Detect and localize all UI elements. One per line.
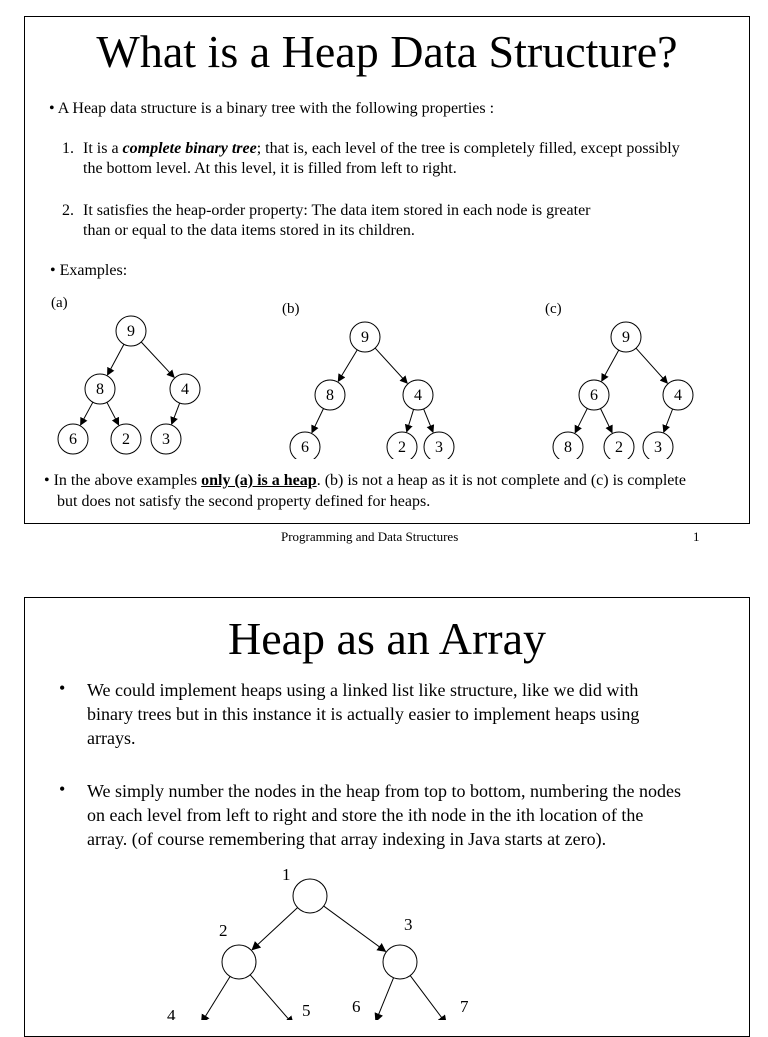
footer-page-number: 1 xyxy=(693,529,700,544)
property-2-line-1: It satisfies the heap-order property: The data item stored in each node is greater xyxy=(83,202,591,219)
conclusion-text-a: • In the above examples xyxy=(44,472,202,489)
tree-label: (a) xyxy=(51,295,68,311)
tree-edge xyxy=(107,402,119,424)
slide-1-title: What is a Heap Data Structure? xyxy=(96,26,678,77)
intro-text: • A Heap data structure is a binary tree with the following properties : xyxy=(49,100,495,117)
slide-2-title: Heap as an Array xyxy=(227,613,547,664)
example-tree-c xyxy=(545,301,693,459)
tree-edge xyxy=(81,402,93,425)
tree-edge xyxy=(375,348,407,383)
property-2-line-2: than or equal to the data items stored in its children. xyxy=(83,222,415,239)
conclusion-line-1 xyxy=(44,471,686,492)
tree-edge xyxy=(600,409,612,433)
tree-node-value: 2 xyxy=(615,439,623,456)
complete-binary-tree-term: complete binary tree xyxy=(122,140,257,157)
tree-node-value: 4 xyxy=(181,381,189,398)
array-index-label: 3 xyxy=(404,915,413,934)
tree-node-value: 9 xyxy=(127,323,135,340)
tree-node-value: 6 xyxy=(301,439,309,456)
array-index-label: 2 xyxy=(219,921,228,940)
tree-node-value: 4 xyxy=(674,387,682,404)
bullet-2-line-3: array. (of course remembering that array indexing in Java starts at zero). xyxy=(87,829,607,849)
examples-label: • Examples: xyxy=(50,262,128,279)
bullet-1-marker: • xyxy=(59,678,66,698)
tree-edge xyxy=(424,409,433,432)
tree-edge xyxy=(312,409,324,433)
slide-2 xyxy=(24,597,750,1037)
array-index-label: 4 xyxy=(167,1006,176,1020)
tree-edge xyxy=(201,976,230,1020)
tree-edge xyxy=(636,348,667,383)
bullet-1-line-3: arrays. xyxy=(87,728,136,748)
tree-node-value: 8 xyxy=(326,387,334,404)
tree-edge xyxy=(407,409,414,431)
bullet-1-line-2: binary trees but in this instance it is actually easier to implement heaps using xyxy=(87,704,640,724)
array-index-label: 7 xyxy=(460,997,469,1016)
tree-node-value: 6 xyxy=(69,431,77,448)
property-1-text-a: It is a xyxy=(83,140,123,157)
tree-label: (b) xyxy=(282,301,300,317)
example-trees xyxy=(25,289,749,459)
array-tree-node xyxy=(383,945,417,979)
tree-edge xyxy=(141,342,174,377)
tree-edge xyxy=(250,975,293,1020)
array-index-label: 1 xyxy=(282,865,291,884)
tree-node-value: 3 xyxy=(654,439,662,456)
tree-node-value: 3 xyxy=(435,439,443,456)
bullet-2-line-1: We simply number the nodes in the heap from top to bottom, numbering the nodes xyxy=(87,781,681,801)
tree-edge xyxy=(376,978,394,1020)
tree-node-value: 2 xyxy=(398,439,406,456)
tree-edge xyxy=(410,976,446,1020)
array-tree-node xyxy=(222,945,256,979)
tree-edge xyxy=(602,350,619,381)
example-tree-b xyxy=(282,301,454,459)
tree-label: (c) xyxy=(545,301,562,317)
tree-node-value: 6 xyxy=(590,387,598,404)
bullet-1-line-1: We could implement heaps using a linked list like structure, like we did with xyxy=(87,680,639,700)
example-tree-a xyxy=(51,295,200,454)
tree-node-value: 9 xyxy=(622,329,630,346)
tree-node-value: 8 xyxy=(564,439,572,456)
slide-1 xyxy=(24,16,750,524)
tree-node-value: 4 xyxy=(414,387,422,404)
bullet-2-line-2: on each level from left to right and store the ith node in the ith location of the xyxy=(87,805,644,825)
conclusion-text-c: . (b) is not a heap as it is not complete and (c) is complete xyxy=(316,472,686,489)
tree-edge xyxy=(338,350,357,381)
tree-edge xyxy=(324,906,386,951)
property-2-number: 2. xyxy=(62,202,74,219)
array-numbering-tree xyxy=(25,860,749,1020)
tree-node-value: 3 xyxy=(162,431,170,448)
conclusion-line-2: but does not satisfy the second property defined for heaps. xyxy=(57,493,431,510)
property-1-text-c: ; that is, each level of the tree is completely filled, except possibly xyxy=(256,140,680,157)
tree-edge xyxy=(172,403,180,424)
tree-node-value: 8 xyxy=(96,381,104,398)
array-index-label: 6 xyxy=(352,997,361,1016)
array-tree-node xyxy=(293,879,327,913)
footer-course: Programming and Data Structures xyxy=(281,529,459,544)
property-1-line-1 xyxy=(83,139,680,160)
bullet-2-marker: • xyxy=(59,779,66,799)
tree-edge xyxy=(664,409,673,432)
only-a-is-heap-emphasis: only (a) is a heap xyxy=(201,472,317,489)
tree-edge xyxy=(575,408,587,432)
tree-edge xyxy=(108,344,124,375)
tree-node-value: 2 xyxy=(122,431,130,448)
property-1-line-2: the bottom level. At this level, it is filled from left to right. xyxy=(83,160,457,177)
tree-edge xyxy=(252,908,297,950)
array-index-label: 5 xyxy=(302,1001,311,1020)
tree-node-value: 9 xyxy=(361,329,369,346)
property-1-number: 1. xyxy=(62,140,74,157)
